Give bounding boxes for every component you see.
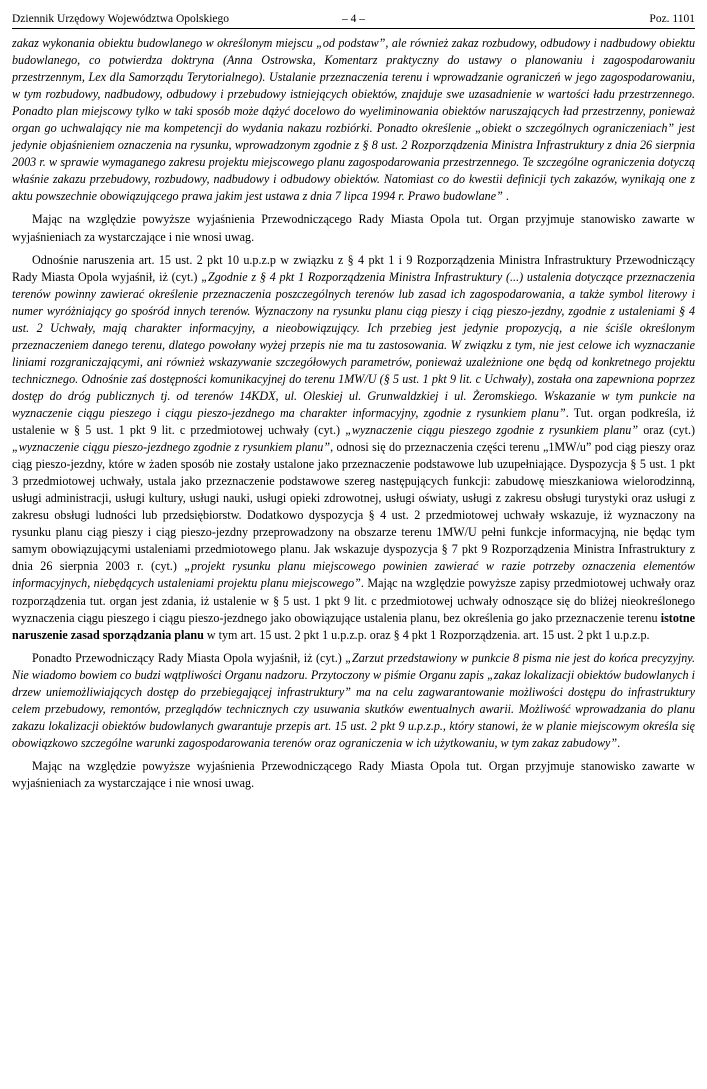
text-run: . bbox=[617, 735, 621, 750]
paragraph-3 bbox=[12, 252, 695, 644]
text-run: Mając na względzie powyższe wyjaśnienia Przewodniczącego Rady Miasta Opola tut. Organ przyjmuje stanowisko zawarte w wyjaśnieniach za wystarczające i nie wnosi uwag. bbox=[12, 758, 695, 790]
paragraph-2 bbox=[12, 211, 695, 245]
text-run: , odnosi się do przeznaczenia części terenu „1MW/u” pod ciąg pieszy oraz ciąg pieszo-jezdny, które w żaden sposób nie zostały ustalone jako przeznaczenie podstawowe lub uzupełniające. Dyspozycja § 5 ust. 1 pkt 3 przedmiotowej uchwały, ustala jako przeznaczenie podstawowe szereg następujących funkcji: zabudowę mieszkaniowa wielorodzinną, usługi administracji, usługi kultury, usługi nauki, usługi opieki zdrowotnej, usługi oświaty, usługi z zakresu obsługi turystyki oraz usługi z zakresu obsługi ludności lub przedsiębiorstw. Dodatkowo dyspozycja § 4 ust. 2 przedmiotowej uchwały wskazuje, iż wyznaczony na rysunku planu ciąg pieszy i ciąg pieszo-jezdny przeprowadzony na obszarze terenu 1MW/U pełni funkcje informacyjną, nie będąc tym samym obowiązującymi ustaleniami przedmiotowego planu. Jak wskazuje dyspozycja § 7 pkt 9 Rozporządzenia Ministra Infrastruktury z dnia 26 sierpnia 2003 r. (cyt.) bbox=[12, 440, 695, 574]
text-run: . bbox=[502, 189, 509, 204]
text-run: . Mając na względzie powyższe zapisy przedmiotowej uchwały oraz rozporządzenia tut. organ jest zdania, iż ustalenie w § 5 ust. 1 pkt 9 lit. c przedmiotowej uchwały odnoszące się do bliżej nieokreślonego wyznaczenia ciągu pieszego i ciągu pieszo-jezdnego jako obowiązujące ustalenia planu, bez określenia go jako przeznaczenie terenu bbox=[12, 576, 695, 625]
text-run: „Zarzut przedstawiony w punkcie 8 pisma nie jest do końca precyzyjny. Nie wiadomo bowiem co budzi wątpliwości Organu nadzoru. Przytoczony w piśmie Organu zapis „zakaz lokalizacji obiektów budowlanych i drzew uniemożliwiających dostęp do przebiegającej infrastruktury” ma na celu zagwarantowanie możliwości dostępu do infrastruktury celem przebudowy, remontów, przeglądów technicznych czy usuwania skutków ewentualnych awarii. Możliwość wprowadzania do planu zakazu lokalizacji obiektów budowlanych gwarantuje przepis art. 15 ust. 2 pkt 9 u.p.z.p., który stanowi, że w planie miejscowym określa się obowiązkowo szczególne warunki zagospodarowania terenów oraz ograniczenia w ich użytkowaniu, w tym zakaz zabudowy” bbox=[12, 650, 695, 750]
text-run: Odnośnie naruszenia art. 15 ust. 2 pkt 10 u.p.z.p w związku z § 4 pkt 1 i 9 Rozporządzenia Ministra Infrastruktury Przewodniczący Rady Miasta Opola wyjaśnił, iż (cyt.) bbox=[12, 252, 695, 284]
text-run: „wyznaczenie ciągu pieszo-jezdnego zgodnie z rysunkiem planu” bbox=[12, 440, 331, 455]
paragraph-5 bbox=[12, 758, 695, 792]
text-run: w tym art. 15 ust. 2 pkt 1 u.p.z.p. oraz § 4 pkt 1 Rozporządzenia. art. 15 ust. 2 pkt 1 u.p.z.p. bbox=[203, 627, 650, 642]
journal-title: Dziennik Urzędowy Województwa Opolskiego bbox=[12, 13, 229, 25]
text-run: „Zgodnie z § 4 pkt 1 Rozporządzenia Ministra Infrastruktury (...) ustalenia dotyczące przeznaczenia terenów powinny zawierać określenie przeznaczenia poszczególnych terenów lub zasad ich zagospodarowania, a także symbol literowy i numer wyróżniający go spośród innych terenów. Wyznaczony na rysunku planu ciąg pieszy i ciąg pieszo-jezdny, zgodnie z ustaleniami § 4 ust. 2 Uchwały, mają charakter informacyjny, a nieobowiązujący. Ich przebieg jest jedynie propozycją, a nie ściśle określonym przeznaczeniem danego terenu, dlatego powołany wyżej przepis nie ma tu zastosowania. W związku z tym, nie jest celowe ich wyznaczanie liniami rozgraniczającymi, ani również wskazywanie szczegółowych parametrów, ponieważ uzależnione one będą od konkretnego projektu technicznego. Odnośnie zaś dostępności komunikacyjnej do terenu 1MW/U (§ 5 ust. 1 pkt 9 lit. c Uchwały), została ona zapewniona poprzez dostęp do dróg publicznych tj. od terenów 14KDX, ul. Oleskiej ul. Grunwaldzkiej i ul. Żeromskiego. Wskazanie w tym punkcie na wyznaczenie ciągu pieszego i ciągu pieszo-jezdnego ma charakter informacyjny, zgodnie z rysunkiem planu” bbox=[12, 269, 695, 420]
text-run: zakaz wykonania obiektu budowlanego w określonym miejscu „od podstaw”, ale również zakaz rozbudowy, odbudowy i nadbudowy obiektu budowlanego, co potwierdza doktryna (Anna Ostrowska, Komentarz praktyczny do ustawy o planowaniu i zagospodarowaniu przestrzennym, Lex dla Samorządu Terytorialnego). Ustalanie przeznaczenia terenu i wprowadzanie ograniczeń w jego zagospodarowaniu, w tym rozbudowy, nadbudowy, odbudowy i przebudowy istniejących obiektów, znajduje swe uzasadnienie w wartości ładu przestrzennego. Ponadto plan miejscowy tylko w taki sposób może dążyć docelowo do wyeliminowania obiektów naruszających ład przestrzenny, ponieważ organ go uchwalający nie ma kompetencji do wydania nakazu rozbiórki. Ponadto określenie „obiekt o szczególnych ograniczeniach” jest jedynie objaśnieniem oznaczenia na rysunku, wprowadzonym zgodnie z § 8 ust. 2 Rozporządzenia Ministra Infrastruktury z dnia 26 sierpnia 2003 r. w sprawie wymaganego zakresu projektu miejscowego planu zagospodarowania przestrzennego. Te szczególne ograniczenia dotyczą właśnie zakazu przebudowy, rozbudowy, nadbudowy i odbudowy obiektów. Natomiast co do kwestii definicji tych zakazów, wynikają one z aktu powszechnie obowiązującego prawa jakim jest ustawa z dnia 7 lipca 1994 r. Prawo budowlane” bbox=[12, 36, 695, 204]
page-header bbox=[12, 10, 695, 29]
text-run: istotne naruszenie zasad sporządzania planu bbox=[12, 610, 695, 642]
text-run: „projekt rysunku planu miejscowego powinien zawierać w razie potrzeby oznaczenia elementów informacyjnych, niebędących ustaleniami projektu planu miejscowego” bbox=[12, 559, 695, 591]
paragraph-1 bbox=[12, 35, 695, 205]
paragraph-4 bbox=[12, 650, 695, 752]
document-body bbox=[12, 35, 695, 792]
text-run: „wyznaczenie ciągu pieszego zgodnie z rysunkiem planu” bbox=[345, 423, 639, 438]
text-run: Ponadto Przewodniczący Rady Miasta Opola wyjaśnił, iż (cyt.) bbox=[32, 650, 346, 665]
text-run: oraz (cyt.) bbox=[638, 423, 695, 438]
text-run: Mając na względzie powyższe wyjaśnienia Przewodniczącego Rady Miasta Opola tut. Organ przyjmuje stanowisko zawarte w wyjaśnieniach za wystarczające i nie wnosi uwag. bbox=[12, 212, 695, 244]
text-run: . Tut. organ podkreśla, iż ustalenie w § 5 ust. 1 pkt 9 lit. c przedmiotowej uchwały (cyt.) bbox=[12, 405, 695, 438]
page-number: – 4 – bbox=[342, 13, 365, 25]
position-number: Poz. 1101 bbox=[649, 13, 695, 25]
